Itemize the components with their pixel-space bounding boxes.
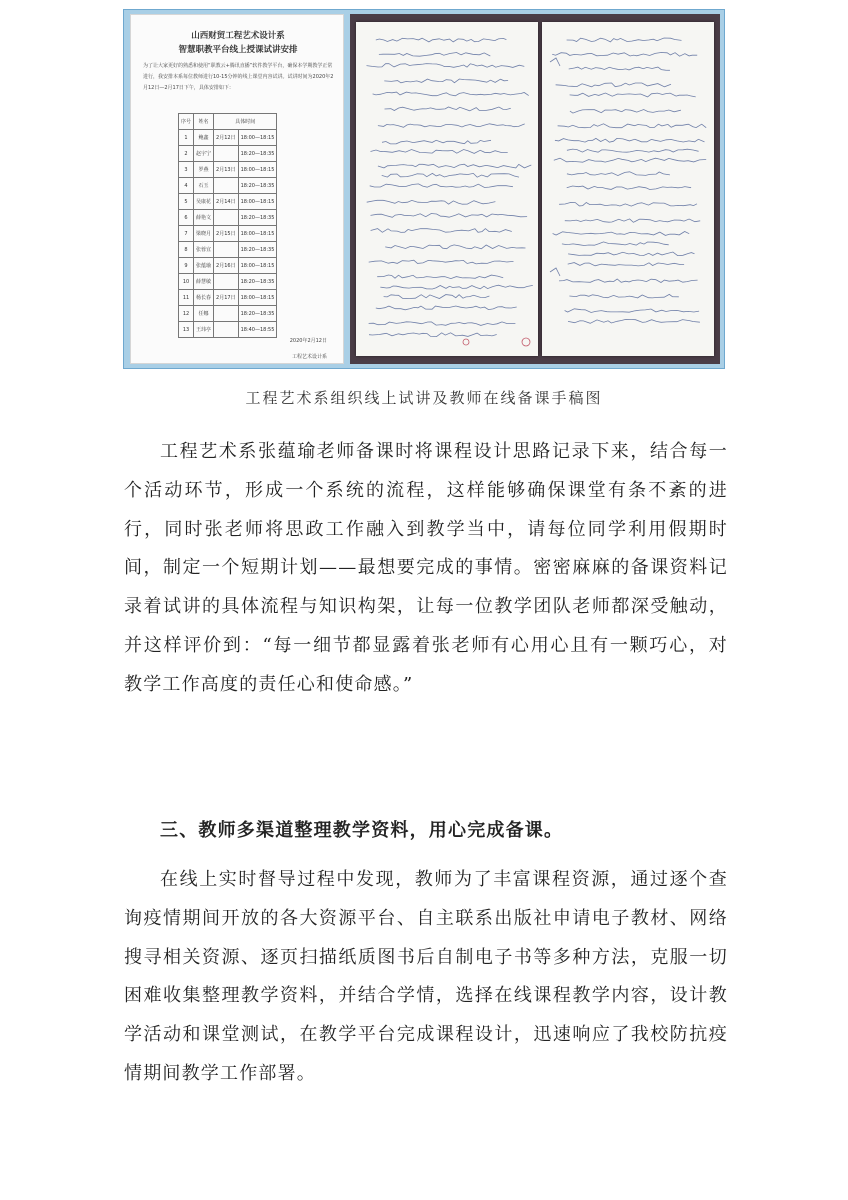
schedule-cell-no: 12 — [179, 306, 194, 322]
handwriting-line — [565, 309, 700, 313]
handwriting-line — [373, 92, 529, 96]
schedule-row — [179, 146, 277, 162]
handwriting-line — [371, 229, 512, 233]
handwriting-line — [555, 138, 705, 142]
schedule-row — [179, 194, 277, 210]
schedule-cell-name: 赵宇宁 — [194, 146, 214, 162]
handwriting-line — [382, 140, 491, 144]
handwriting-line — [378, 164, 531, 168]
handwriting-line — [565, 219, 700, 222]
schedule-cell-name: 张蕴瑜 — [194, 258, 214, 274]
schedule-cell-name: 薛慧敏 — [194, 274, 214, 290]
schedule-cell-no: 13 — [179, 322, 194, 338]
paragraph-teaching-materials: 在线上实时督导过程中发现，教师为了丰富课程资源，通过逐个查询疫情期间开放的各大资源平台、自主联系出版社申请电子教材、网络搜寻相关资源、逐页扫描纸质图书后自制电子书等多种方法，克服一切困难收集整理教学资料，并结合学情，选择在线课程教学内容，设计教学活动和课堂测试，在教学平台完成课程设计，迅速响应了我校防抗疫情期间教学工作部署。 — [124, 869, 728, 1084]
paragraph-teacher-notes: 工程艺术系张蕴瑜老师备课时将课程设计思路记录下来，结合每一个活动环节，形成一个系统的流程，这样能够确保课堂有条不紊的进行，同时张老师将思政工作融入到教学当中，请每位同学利用假期时间，制定一个短期计划——最想要完成的事情。密密麻麻的备课资料记录着试讲的具体流程与知识构架，让每一位教学团队老师都深受触动，并这样评价到：“每一细节都显露着张老师有心用心且有一颗巧心，对教学工作高度的责任心和使命感。” — [124, 441, 728, 695]
schedule-cell-name: 吴康花 — [194, 194, 214, 210]
schedule-cell-name: 石玉 — [194, 178, 214, 194]
schedule-cell-date — [214, 178, 239, 194]
handwriting-line — [559, 279, 698, 283]
photo-figure — [123, 9, 725, 369]
schedule-cell-no: 3 — [179, 162, 194, 178]
handwriting-line — [367, 200, 496, 204]
handwriting-line — [552, 53, 697, 57]
schedule-cell-no: 10 — [179, 274, 194, 290]
handwriting-line — [369, 260, 514, 264]
schedule-subtitle: 智慧职教平台线上授课试讲安排 — [178, 45, 298, 55]
handwriting-line — [377, 275, 503, 279]
schedule-cell-time: 18:00—18:15 — [238, 290, 277, 306]
schedule-row — [179, 306, 277, 322]
schedule-row — [179, 162, 277, 178]
schedule-table — [178, 113, 277, 338]
handwriting-line — [378, 124, 525, 128]
schedule-cell-time: 18:00—18:15 — [238, 130, 277, 146]
schedule-cell-name: 王玮亭 — [194, 322, 214, 338]
schedule-cell-name: 张蓉宜 — [194, 242, 214, 258]
handwriting-line — [384, 79, 508, 83]
schedule-cell-no: 5 — [179, 194, 194, 210]
handwriting-line — [376, 306, 517, 310]
handwriting-line — [558, 124, 707, 128]
schedule-row — [179, 226, 277, 242]
section-heading-3: 三、教师多渠道整理教学资料，用心完成备课。 — [160, 820, 564, 841]
schedule-cell-time: 18:20—18:35 — [238, 146, 277, 162]
schedule-cell-no: 1 — [179, 130, 194, 146]
schedule-cell-time: 18:40—18:55 — [238, 322, 277, 338]
handwriting-line — [385, 107, 511, 111]
handwriting-line — [569, 294, 678, 298]
schedule-cell-time: 18:00—18:15 — [238, 194, 277, 210]
schedule-body — [179, 130, 277, 338]
handwriting-line — [382, 173, 519, 177]
schedule-cell-name: 罗燕 — [194, 162, 214, 178]
schedule-cell-no: 9 — [179, 258, 194, 274]
handwriting-line — [568, 252, 694, 256]
schedule-date: 2020年2月12日 — [289, 338, 327, 344]
schedule-cell-no: 4 — [179, 178, 194, 194]
handwriting-scribbles-right — [542, 22, 714, 356]
header-name: 姓名 — [194, 114, 214, 130]
header-time: 具体时间 — [214, 114, 277, 130]
handwriting-line — [568, 319, 700, 323]
schedule-row — [179, 274, 277, 290]
schedule-row — [179, 178, 277, 194]
notes-page-right — [542, 22, 714, 356]
header-no: 序号 — [179, 114, 194, 130]
handwriting-line — [567, 172, 670, 176]
schedule-title: 山西财贸工程艺术设计系 — [191, 31, 285, 41]
schedule-row — [179, 258, 277, 274]
schedule-cell-no: 7 — [179, 226, 194, 242]
schedule-intro: 为了让大家更好的熟悉和使用“职教云+腾讯直播”软件教学平台，确保本学期教学正常进行，我安排本系每位教师进行10-15分钟的线上课堂内容试讲。试讲时间为2020年2月12日—2月17日下午，具体安排如下： — [143, 63, 334, 91]
handwriting-line — [384, 295, 490, 299]
schedule-org: 工程艺术设计系 — [291, 354, 327, 360]
handwriting-line — [570, 110, 681, 114]
handwriting-line — [556, 83, 671, 87]
figure-caption: 工程艺术系组织线上试讲及教师在线备课手稿图 — [245, 389, 603, 407]
schedule-cell-no: 6 — [179, 210, 194, 226]
handwriting-line — [380, 285, 533, 289]
handwriting-scribbles-left — [356, 22, 538, 356]
schedule-cell-name: 梁晓月 — [194, 226, 214, 242]
handwriting-line — [369, 322, 516, 326]
schedule-cell-name: 薛艳文 — [194, 210, 214, 226]
schedule-cell-name: 任娜 — [194, 306, 214, 322]
schedule-cell-date — [214, 242, 239, 258]
schedule-cell-no: 2 — [179, 146, 194, 162]
handwriting-line — [376, 38, 507, 42]
handwriting-line — [559, 203, 697, 207]
schedule-document-photo — [130, 14, 344, 364]
notes-page-left — [356, 22, 538, 356]
schedule-cell-name: 鲍鑫 — [194, 130, 214, 146]
schedule-cell-time: 18:20—18:35 — [238, 210, 277, 226]
schedule-cell-date: 2月15日 — [214, 226, 239, 242]
schedule-cell-date — [214, 306, 239, 322]
handwriting-line — [370, 184, 513, 188]
handwriting-line — [568, 263, 684, 266]
schedule-cell-date: 2月17日 — [214, 290, 239, 306]
schedule-cell-no: 11 — [179, 290, 194, 306]
handwriting-line — [369, 333, 497, 337]
schedule-cell-time: 18:20—18:35 — [238, 178, 277, 194]
schedule-cell-time: 18:00—18:15 — [238, 162, 277, 178]
schedule-cell-no: 8 — [179, 242, 194, 258]
schedule-cell-date — [214, 210, 239, 226]
schedule-cell-date: 2月13日 — [214, 162, 239, 178]
handwriting-line — [371, 150, 508, 154]
schedule-row — [179, 322, 277, 338]
schedule-cell-date: 2月16日 — [214, 258, 239, 274]
handwriting-line — [567, 186, 691, 190]
schedule-cell-name: 杨长春 — [194, 290, 214, 306]
handwriting-line — [562, 242, 669, 246]
schedule-cell-time: 18:20—18:35 — [238, 242, 277, 258]
schedule-cell-time: 18:00—18:15 — [238, 258, 277, 274]
schedule-cell-date: 2月14日 — [214, 194, 239, 210]
handwriting-line — [554, 158, 706, 162]
schedule-header-row — [179, 114, 277, 130]
schedule-cell-time: 18:20—18:35 — [238, 274, 277, 290]
handwriting-line — [385, 245, 525, 249]
handwriting-line — [371, 214, 528, 218]
handwritten-notes-photo — [350, 14, 720, 364]
schedule-cell-date — [214, 322, 239, 338]
schedule-cell-date: 2月12日 — [214, 130, 239, 146]
handwriting-line — [569, 67, 670, 70]
schedule-row — [179, 290, 277, 306]
handwriting-line — [570, 93, 696, 97]
schedule-cell-date — [214, 146, 239, 162]
schedule-cell-time: 18:20—18:35 — [238, 306, 277, 322]
handwriting-line — [553, 232, 690, 236]
handwriting-line — [379, 53, 490, 57]
handwriting-line — [567, 149, 699, 152]
handwriting-line — [567, 38, 682, 42]
schedule-cell-date — [214, 274, 239, 290]
handwriting-line — [367, 64, 525, 68]
schedule-row — [179, 130, 277, 146]
schedule-row — [179, 210, 277, 226]
schedule-row — [179, 242, 277, 258]
schedule-cell-time: 18:00—18:15 — [238, 226, 277, 242]
